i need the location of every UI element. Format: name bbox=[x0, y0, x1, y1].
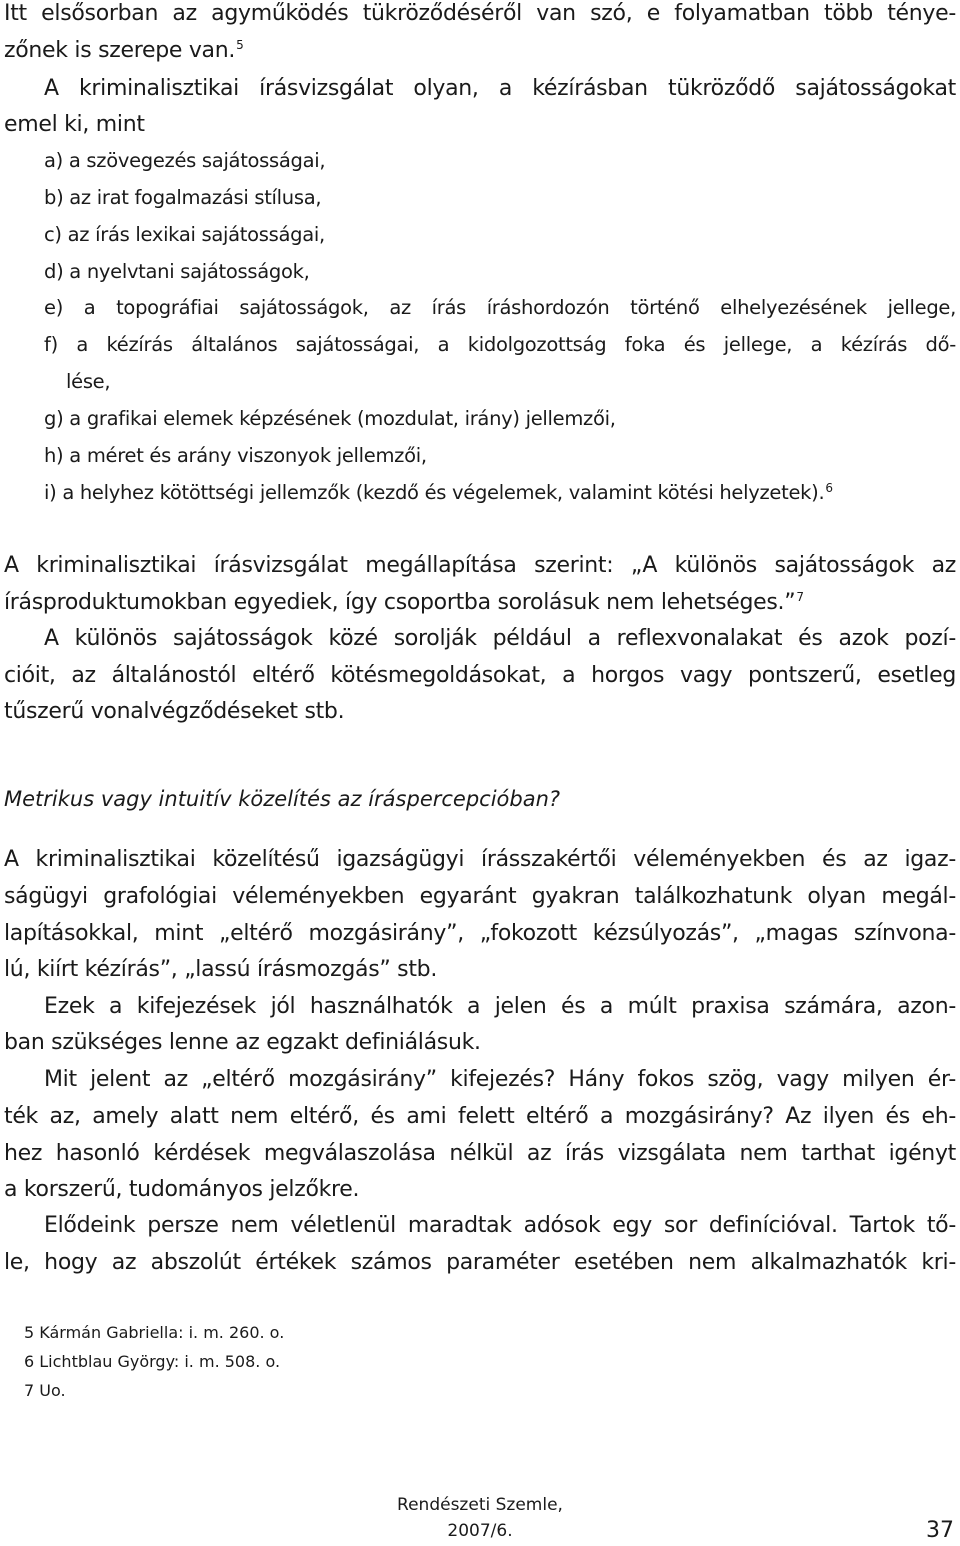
body-line: A kriminalisztikai közelítésű igazságügyi írásszakértői véleményekben és az igaz- bbox=[4, 847, 956, 872]
body-line: a korszerű, tudományos jelzőkre. bbox=[4, 1177, 360, 1202]
body-line: A kriminalisztikai írásvizsgálat megállapítása szerint: „A különös sajátosságok az bbox=[4, 553, 956, 578]
list-item: i) a helyhez kötöttségi jellemzők (kezdő és végelemek, valamint kötési helyzetek).$^6$ bbox=[44, 480, 833, 504]
body-line: tűszerű vonalvégződéseket stb. bbox=[4, 699, 345, 724]
body-line: Ezek a kifejezések jól használhatók a jelen és a múlt praxisa számára, azon- bbox=[44, 994, 956, 1019]
list-item: f) a kézírás általános sajátosságai, a kidolgozottság foka és jellege, a kézírás dő- bbox=[44, 333, 956, 356]
footnote-ref: 5 bbox=[236, 37, 244, 52]
body-line: ságügyi grafológiai véleményekben egyaránt gyakran találkozhatunk olyan megál- bbox=[4, 884, 956, 909]
body-line: Mit jelent az „eltérő mozgásirány” kifejezés? Hány fokos szög, vagy milyen ér- bbox=[44, 1067, 956, 1092]
body-line: le, hogy az abszolút értékek számos paraméter esetében nem alkalmazhatók kri- bbox=[4, 1250, 956, 1275]
body-line: emel ki, mint bbox=[4, 112, 145, 137]
section-heading: Metrikus vagy intuitív közelítés az íráspercepcióban? bbox=[4, 787, 561, 811]
body-line: lapításokkal, mint „eltérő mozgásirány”, „fokozott kézsúlyozás”, „magas színvona- bbox=[4, 921, 956, 946]
list-item: h) a méret és arány viszonyok jellemzői, bbox=[44, 444, 427, 467]
journal-issue: 2007/6. bbox=[447, 1521, 513, 1541]
list-item: g) a grafikai elemek képzésének (mozdulat, irány) jellemzői, bbox=[44, 407, 616, 430]
footnote: 5 Kármán Gabriella: i. m. 260. o. bbox=[24, 1323, 285, 1342]
page-number: 37 bbox=[926, 1518, 954, 1543]
body-line: írásproduktumokban egyediek, így csoportba sorolásuk nem lehetséges.”$^7$ bbox=[4, 589, 804, 615]
body-line: zőnek is szerepe van.$^5$ bbox=[4, 37, 244, 63]
body-line: Elődeink persze nem véletlenül maradtak adósok egy sor definícióval. Tartok tő- bbox=[44, 1213, 956, 1238]
footnote: 7 Uo. bbox=[24, 1381, 66, 1400]
body-line: A kriminalisztikai írásvizsgálat olyan, a kézírásban tükröződő sajátosságokat bbox=[44, 76, 956, 101]
body-line: ban szükséges lenne az egzakt definiálásuk. bbox=[4, 1030, 481, 1055]
body-line: Itt elsősorban az agyműködés tükröződéséről van szó, e folyamatban több ténye- bbox=[4, 1, 956, 26]
list-item: b) az irat fogalmazási stílusa, bbox=[44, 186, 322, 209]
journal-name: Rendészeti Szemle, bbox=[397, 1495, 563, 1515]
list-item: a) a szövegezés sajátosságai, bbox=[44, 149, 326, 172]
footnote: 6 Lichtblau György: i. m. 508. o. bbox=[24, 1352, 281, 1371]
body-line: A különös sajátosságok közé sorolják például a reflexvonalakat és azok pozí- bbox=[44, 626, 956, 651]
body-line: lú, kiírt kézírás”, „lassú írásmozgás” stb. bbox=[4, 957, 438, 982]
footnote-ref: 6 bbox=[825, 480, 833, 495]
body-line: cióit, az általánostól eltérő kötésmegoldásokat, a horgos vagy pontszerű, esetleg bbox=[4, 663, 956, 688]
body-line: hez hasonló kérdések megválaszolása nélkül az írás vizsgálata nem tarthat igényt bbox=[4, 1141, 956, 1166]
footnote-ref: 7 bbox=[796, 589, 804, 604]
body-line: ték az, amely alatt nem eltérő, és ami felett eltérő a mozgásirány? Az ilyen és eh- bbox=[4, 1104, 956, 1129]
list-item-continuation: lése, bbox=[66, 370, 111, 393]
list-item: c) az írás lexikai sajátosságai, bbox=[44, 223, 325, 246]
list-item: d) a nyelvtani sajátosságok, bbox=[44, 260, 310, 283]
list-item: e) a topográfiai sajátosságok, az írás íráshordozón történő elhelyezésének jellege, bbox=[44, 296, 956, 319]
